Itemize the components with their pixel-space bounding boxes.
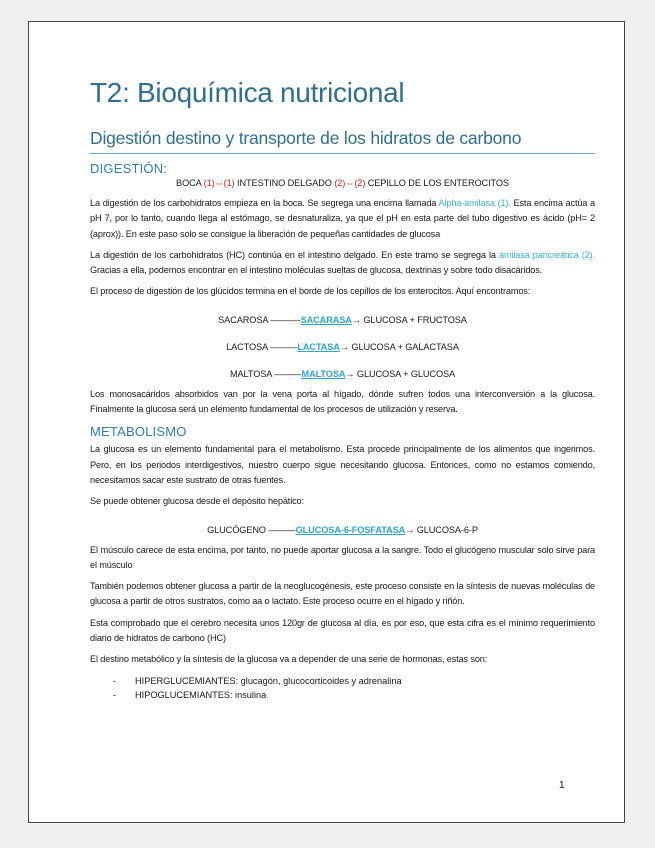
bullet-dash: -	[113, 675, 117, 686]
page-number: 1	[559, 780, 565, 791]
reaction-substrate: MALTOSA ———	[229, 368, 302, 379]
reaction-product: → GLUCOSA + FRUCTOSA	[351, 314, 467, 325]
digestion-paragraph-3: El proceso de digestión de los glúcidos termina en el borde de los cepillos de los enterocitos. Aquí encontramos:	[90, 286, 531, 297]
p2-after: Gracias a ella, podemos encontrar en el intestino moléculas sueltas de glucosa, dextrinas y sobre todo disacáridos.	[90, 265, 543, 276]
route-ref-2b: (2)	[354, 178, 366, 188]
route-arrow-2: ⇔	[345, 178, 355, 188]
page-content	[90, 76, 595, 702]
list-item-text: HIPERGLUCEMIANTES: glucagón, glucocorticoides y adrenalina	[135, 675, 402, 686]
list-item	[90, 688, 595, 702]
metabolismo-paragraph-2: Se puede obtener glucosa desde el depósito hepático:	[90, 496, 304, 507]
digestion-paragraph-1	[90, 196, 595, 242]
document-page	[28, 21, 625, 823]
digestion-paragraph-2	[90, 248, 595, 279]
section-subtitle: Digestión destino y transporte de los hidratos de carbono	[90, 126, 595, 154]
reaction-substrate: LACTOSA ———	[226, 341, 298, 352]
route-ref-2a: (2)	[334, 178, 346, 188]
metabolismo-paragraph-4: También podemos obtener glucosa a partir de la neoglucogénesis, este proceso consiste en la síntesis de nuevas moléculas de glucosa a partir de otros sustratos, como aa o lactato. Este proceso ocurre en el hígado y riñón.	[90, 581, 595, 607]
reaction-enzyme-link[interactable]: SACARASA	[300, 314, 352, 325]
p1-enzyme: Alpha-amilasa (1).	[438, 198, 511, 208]
page-title: T2: Bioquímica nutricional	[90, 77, 405, 108]
route-ref-1a: (1)	[203, 178, 215, 188]
route-cepillo: CEPILLO DE LOS ENTEROCITOS	[365, 178, 509, 188]
hormone-list	[90, 674, 595, 702]
reaction-product: → GLUCOSA + GLUCOSA	[345, 368, 456, 379]
metabolismo-paragraph-3: El músculo carece de esta encima, por tanto, no puede aportar glucosa a la sangre. Todo el glucógeno muscular solo sirve para el músculo	[90, 544, 595, 570]
metabolismo-paragraph-1: La glucosa es un elemento fundamental para el metabolismo. Esta procede principalmente de los alimentos que ingerimos. Pero, en los periodos interdigestivos, nuestro cuerpo sigue necesitando glucosa. Entonces, como no estamos comiendo, necesitamos sacar este sustrato de otras fuentes.	[90, 444, 595, 485]
reaction-lactosa	[90, 341, 595, 354]
route-ref-1b: (1)	[223, 178, 235, 188]
digestion-route	[90, 177, 595, 190]
digestion-paragraph-4: Los monosacáridos absorbidos van por la vena porta al hígado, dónde sufren todos una interconversión a la glucosa. Finalmente la glucosa será un elemento fundamental de los procesos de utilización y reserva.	[90, 388, 595, 415]
p2-before: La digestión de los carbohidratos (HC) continúa en el intestino delgado. En este tramo se segrega la	[90, 249, 500, 260]
reaction-glucogeno	[90, 524, 595, 537]
reaction-enzyme-link[interactable]: MALTOSA	[301, 368, 346, 379]
reaction-maltosa	[90, 368, 595, 381]
reaction-enzyme-link[interactable]: LACTASA	[297, 341, 340, 352]
list-item-text: HIPOGLUCEMIANTES: insulina	[135, 689, 267, 700]
reaction-substrate: GLUCÓGENO ———	[207, 524, 296, 535]
list-item	[90, 674, 595, 688]
reaction-enzyme-link[interactable]: GLUCOSA-6-FOSFATASA	[295, 524, 406, 535]
p2-enzyme: amilasa pancreática (2).	[499, 249, 595, 260]
reaction-substrate: SACAROSA ———-	[218, 314, 301, 325]
digestion-heading: DIGESTIÓN:	[90, 161, 168, 176]
reaction-sacarosa	[90, 314, 595, 327]
route-arrow-1: ⇔	[214, 178, 224, 188]
p1-before: La digestión de los carbohidratos empieza en la boca. Se segrega una encima llamada	[90, 198, 439, 208]
route-boca: BOCA	[176, 178, 204, 188]
reaction-product: → GLUCOSA-6-P	[405, 524, 478, 535]
p1-after: Esta encima actúa a pH 7, por lo tanto, cuando llega al estómago, se desnaturaliza, ya que el pH en esta parte del tubo digestivo es ácido (pH= 2 (aprox)). En este paso solo se consigue la liberación de pequeñas cantidades de glucosa	[90, 198, 595, 239]
bullet-dash: -	[113, 689, 117, 700]
metabolismo-paragraph-5: Esta comprobado que el cerebro necesita unos 120gr de glucosa al día, es por eso, que esta cifra es el mínimo requerimiento diario de hidratos de carbono (HC)	[90, 617, 595, 644]
route-intestino: INTESTINO DELGADO	[234, 178, 335, 188]
reaction-product: → GLUCOSA + GALACTASA	[339, 341, 459, 352]
metabolismo-paragraph-6: El destino metabólico y la síntesis de la glucosa va a depender de una serie de hormonas, estas son:	[90, 654, 488, 665]
metabolismo-heading: METABOLISMO	[90, 424, 187, 440]
